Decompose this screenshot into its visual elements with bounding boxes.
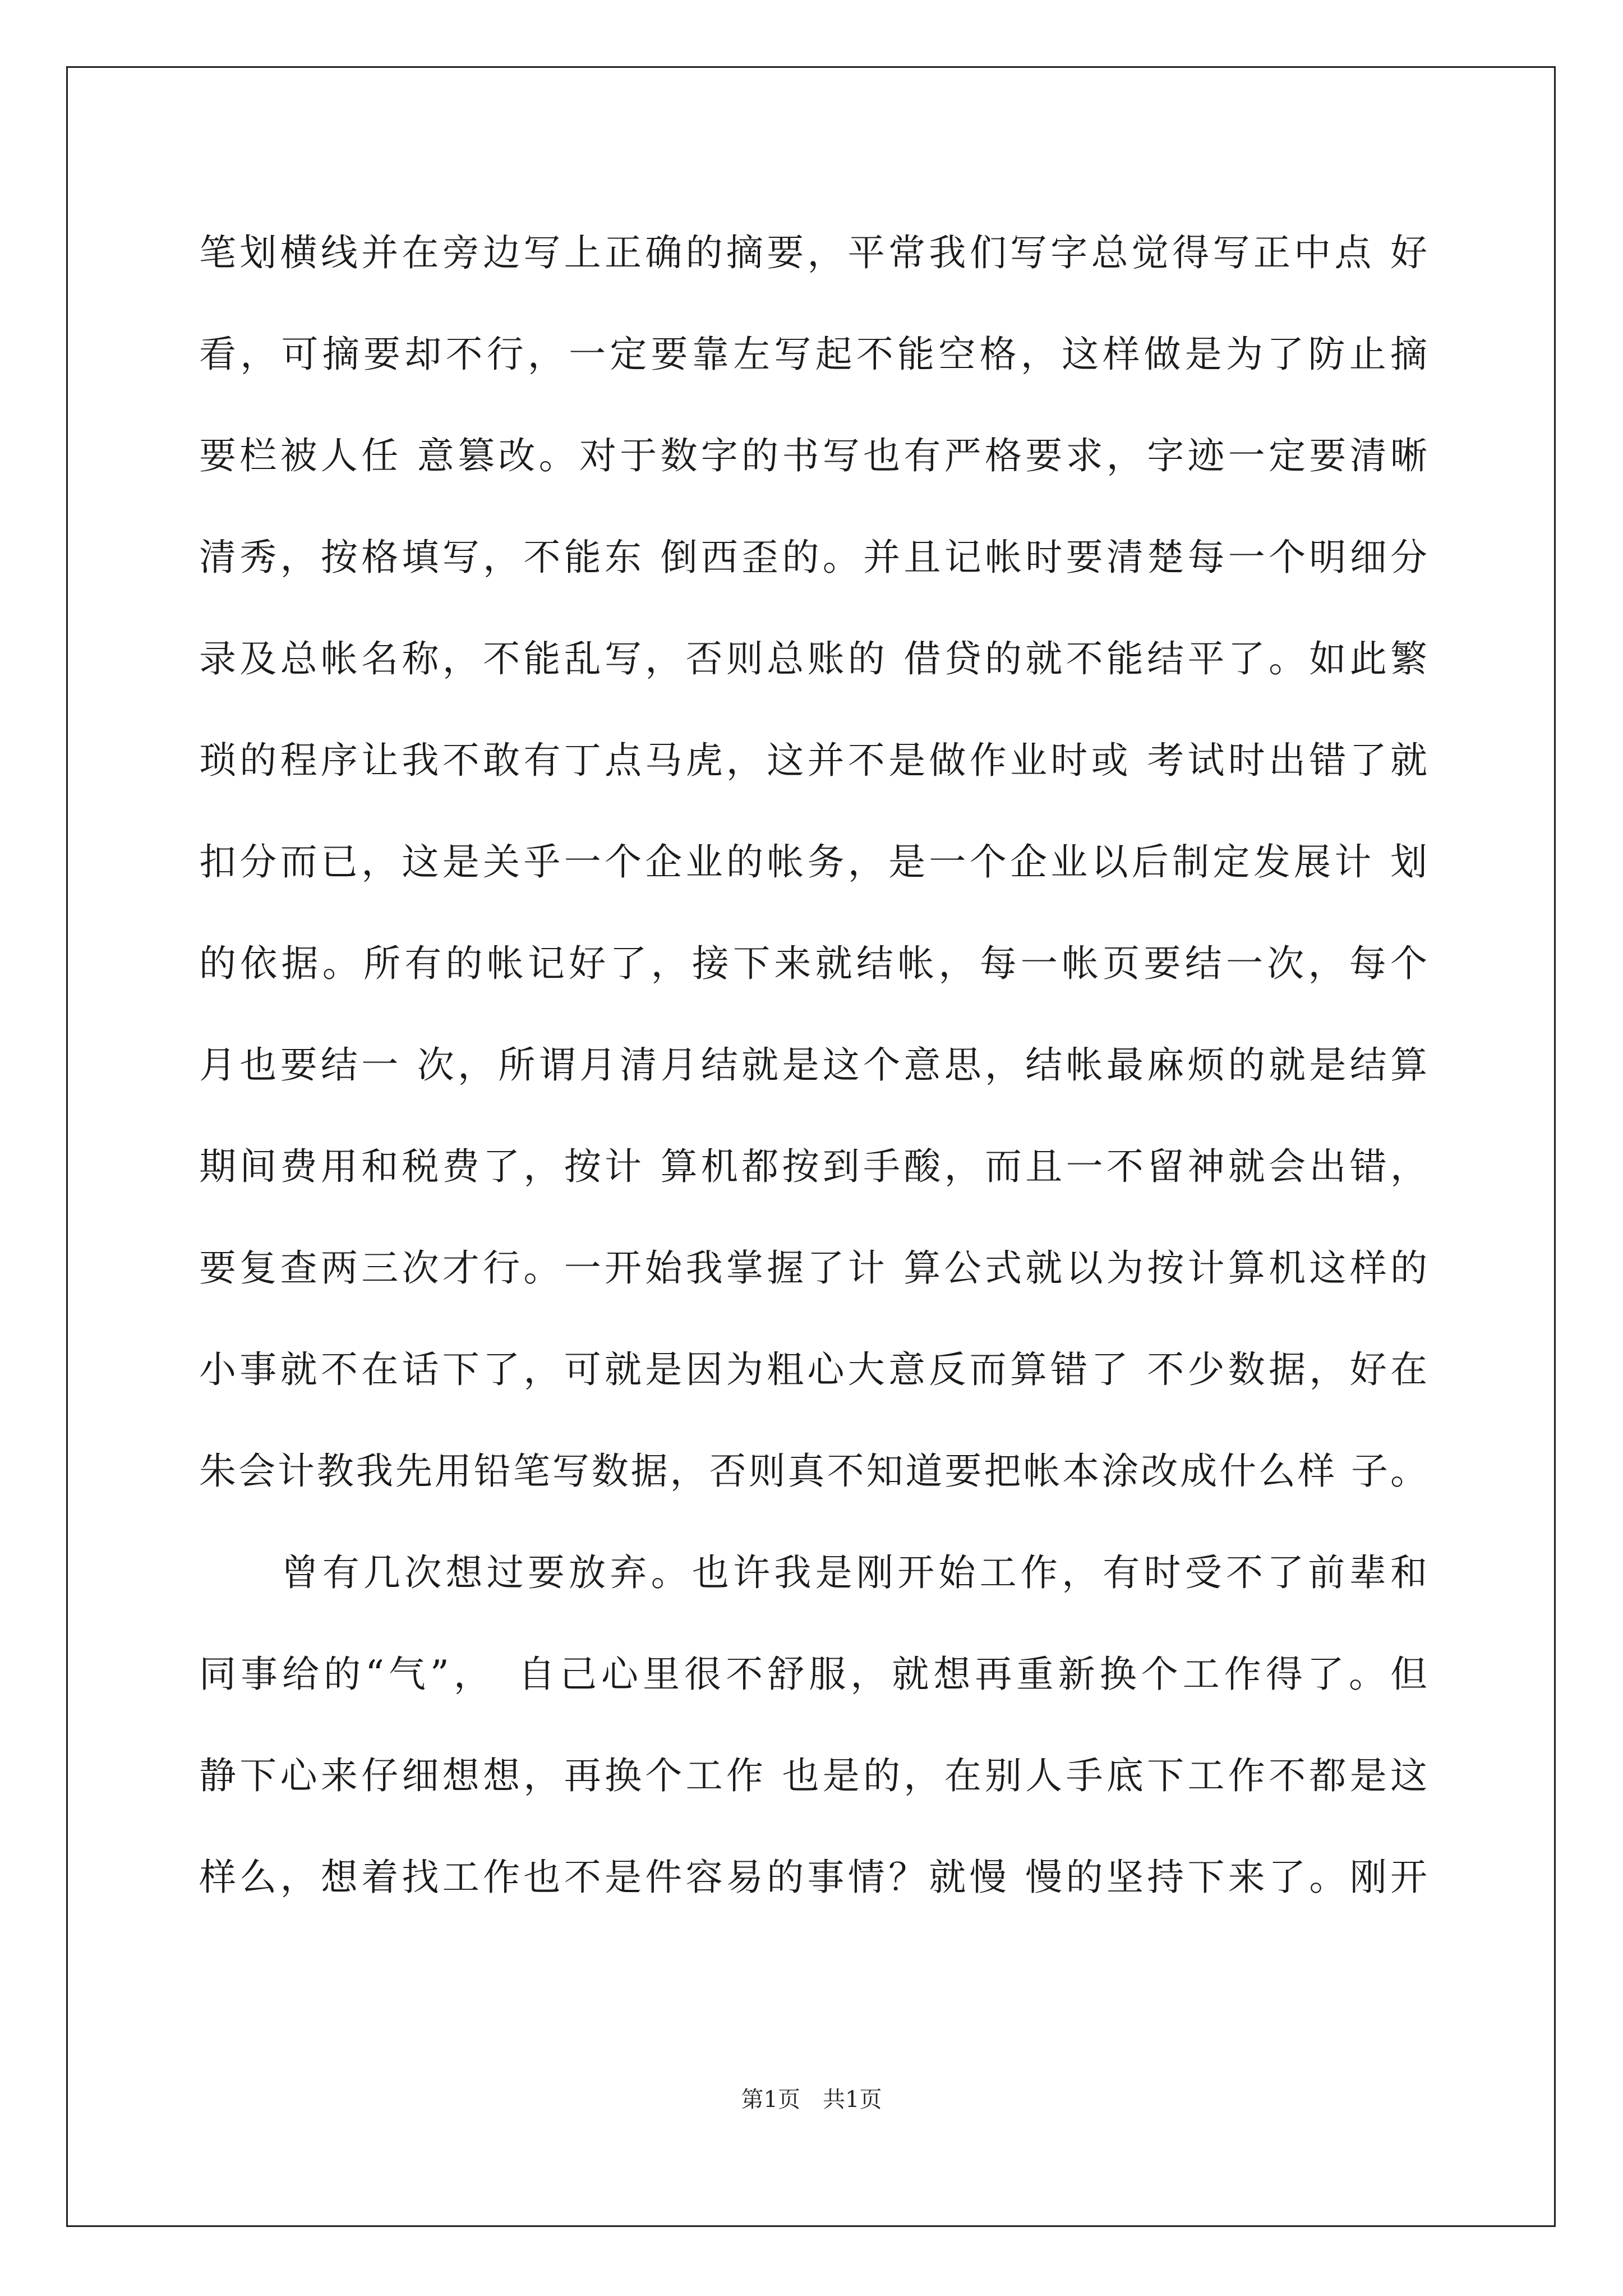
text-line: 的依据。所有的帐记好了，接下来就结帐，每一帐页要结一次，每个 [199,942,1427,985]
text-line: 样么，想着找工作也不是件容易的事情？就慢 慢的坚持下来了。刚开 [199,1856,1427,1899]
text-line: 扣分而已，这是关乎一个企业的帐务，是一个企业以后制定发展计 划 [199,840,1427,884]
text-line: 朱会计教我先用铅笔写数据，否则真不知道要把帐本涂改成什么样 子。 [199,1450,1427,1493]
text-line: 静下心来仔细想想，再换个工作 也是的，在别人手底下工作不都是这 [199,1754,1427,1797]
document-body [199,202,1427,1928]
text-line: 录及总帐名称，不能乱写，否则总账的 借贷的就不能结平了。如此繁 [199,637,1427,680]
text-line: 要栏被人任 意篡改。对于数字的书写也有严格要求，字迹一定要清晰 [199,434,1427,477]
text-line: 笔划横线并在旁边写上正确的摘要，平常我们写字总觉得写正中点 好 [199,231,1427,274]
text-line: 期间费用和税费了，按计 算机都按到手酸，而且一不留神就会出错， [199,1145,1427,1188]
text-line: 要复查两三次才行。一开始我掌握了计 算公式就以为按计算机这样的 [199,1246,1427,1290]
text-line: 看，可摘要却不行，一定要靠左写起不能空格，这样做是为了防止摘 [199,333,1427,376]
text-line: 同事给的“气”， 自己心里很不舒服，就想再重新换个工作得了。但 [199,1653,1427,1696]
text-line: 曾有几次想过要放弃。也许我是刚开始工作，有时受不了前辈和 [199,1551,1427,1594]
text-line: 清秀，按格填写，不能东 倒西歪的。并且记帐时要清楚每一个明细分 [199,536,1427,579]
text-line: 月也要结一 次，所谓月清月结就是这个意思，结帐最麻烦的就是结算 [199,1043,1427,1087]
text-line: 琐的程序让我不敢有丁点马虎，这并不是做作业时或 考试时出错了就 [199,739,1427,782]
page-number-footer: 第1页 共1页 [741,2087,882,2113]
text-line: 小事就不在话下了，可就是因为粗心大意反而算错了 不少数据，好在 [199,1348,1427,1391]
